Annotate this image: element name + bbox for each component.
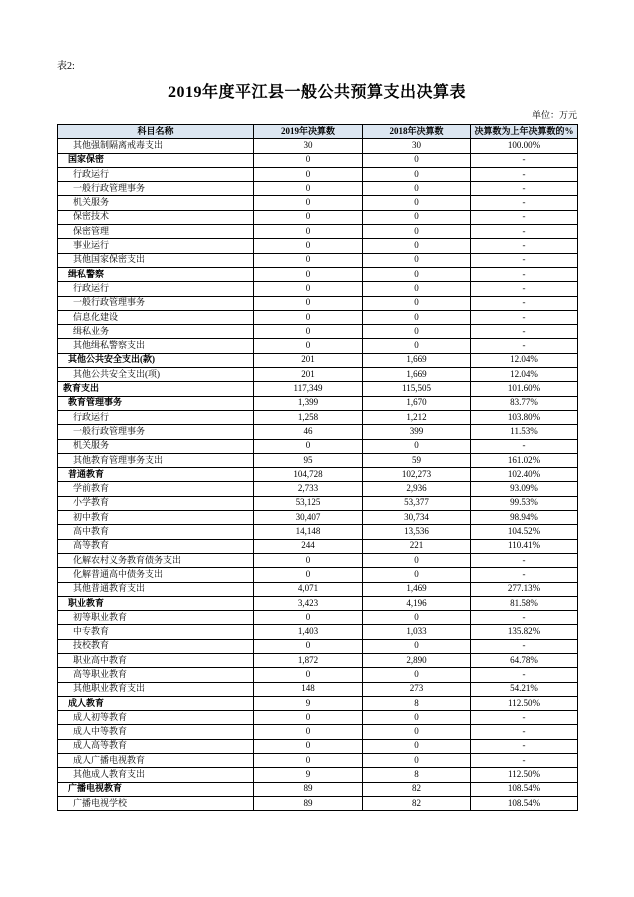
subject-name-cell: 高中教育 <box>58 525 254 539</box>
table-row <box>58 282 578 296</box>
value-2018-cell: 221 <box>363 539 471 553</box>
subject-name-cell: 初中教育 <box>58 511 254 525</box>
value-2018-cell: 0 <box>363 711 471 725</box>
table-row <box>58 511 578 525</box>
value-2019-cell: 0 <box>254 739 363 753</box>
table-row <box>58 167 578 181</box>
subject-name-cell: 其他公共安全支出(项) <box>58 368 254 382</box>
table-row <box>58 725 578 739</box>
pct-of-prev-year-cell: - <box>471 339 578 353</box>
pct-of-prev-year-cell: 112.50% <box>471 696 578 710</box>
subject-name-cell: 信息化建设 <box>58 310 254 324</box>
pct-of-prev-year-cell: 81.58% <box>471 596 578 610</box>
value-2019-cell: 1,258 <box>254 410 363 424</box>
table-row <box>58 325 578 339</box>
value-2019-cell: 117,349 <box>254 382 363 396</box>
subject-name-cell: 成人教育 <box>58 696 254 710</box>
value-2019-cell: 9 <box>254 696 363 710</box>
value-2019-cell: 0 <box>254 267 363 281</box>
pct-of-prev-year-cell: - <box>471 310 578 324</box>
value-2019-cell: 46 <box>254 425 363 439</box>
value-2019-cell: 0 <box>254 239 363 253</box>
subject-name-cell: 事业运行 <box>58 239 254 253</box>
pct-of-prev-year-cell: - <box>471 296 578 310</box>
value-2019-cell: 0 <box>254 611 363 625</box>
subject-name-cell: 行政运行 <box>58 410 254 424</box>
table-row <box>58 496 578 510</box>
value-2019-cell: 0 <box>254 153 363 167</box>
value-2018-cell: 82 <box>363 796 471 810</box>
subject-name-cell: 普通教育 <box>58 468 254 482</box>
value-2018-cell: 0 <box>363 253 471 267</box>
value-2018-cell: 1,670 <box>363 396 471 410</box>
subject-name-cell: 其他成人教育支出 <box>58 768 254 782</box>
value-2018-cell: 0 <box>363 611 471 625</box>
table-row <box>58 239 578 253</box>
value-2018-cell: 0 <box>363 310 471 324</box>
value-2018-cell: 0 <box>363 754 471 768</box>
table-row <box>58 668 578 682</box>
value-2019-cell: 0 <box>254 754 363 768</box>
value-2019-cell: 0 <box>254 325 363 339</box>
value-2019-cell: 0 <box>254 568 363 582</box>
subject-name-cell: 高等职业教育 <box>58 668 254 682</box>
value-2019-cell: 0 <box>254 225 363 239</box>
table-row <box>58 439 578 453</box>
pct-of-prev-year-cell: 98.94% <box>471 511 578 525</box>
pct-of-prev-year-cell: - <box>471 754 578 768</box>
subject-name-cell: 其他国家保密支出 <box>58 253 254 267</box>
pct-of-prev-year-cell: 11.53% <box>471 425 578 439</box>
table-row <box>58 711 578 725</box>
value-2019-cell: 0 <box>254 253 363 267</box>
value-2018-cell: 0 <box>363 282 471 296</box>
value-2019-cell: 89 <box>254 796 363 810</box>
pct-of-prev-year-cell: 102.40% <box>471 468 578 482</box>
value-2019-cell: 0 <box>254 553 363 567</box>
value-2018-cell: 59 <box>363 453 471 467</box>
table-row <box>58 768 578 782</box>
value-2018-cell: 102,273 <box>363 468 471 482</box>
value-2019-cell: 14,148 <box>254 525 363 539</box>
table-row <box>58 653 578 667</box>
table-number-label: 表2: <box>57 61 75 72</box>
table-row <box>58 196 578 210</box>
subject-name-cell: 成人高等教育 <box>58 739 254 753</box>
value-2018-cell: 8 <box>363 696 471 710</box>
subject-name-cell: 技校教育 <box>58 639 254 653</box>
subject-name-cell: 成人广播电视教育 <box>58 754 254 768</box>
value-2019-cell: 4,071 <box>254 582 363 596</box>
table-row <box>58 368 578 382</box>
table-row <box>58 611 578 625</box>
value-2018-cell: 8 <box>363 768 471 782</box>
pct-of-prev-year-cell: - <box>471 553 578 567</box>
subject-name-cell: 小学教育 <box>58 496 254 510</box>
pct-of-prev-year-cell: 108.54% <box>471 796 578 810</box>
value-2018-cell: 1,469 <box>363 582 471 596</box>
subject-name-cell: 保密管理 <box>58 225 254 239</box>
pct-of-prev-year-cell: 83.77% <box>471 396 578 410</box>
table-row <box>58 453 578 467</box>
table-row <box>58 582 578 596</box>
value-2019-cell: 3,423 <box>254 596 363 610</box>
value-2019-cell: 0 <box>254 310 363 324</box>
pct-of-prev-year-cell: 135.82% <box>471 625 578 639</box>
value-2018-cell: 399 <box>363 425 471 439</box>
pct-of-prev-year-cell: 99.53% <box>471 496 578 510</box>
value-2019-cell: 9 <box>254 768 363 782</box>
table-row <box>58 296 578 310</box>
subject-name-cell: 其他公共安全支出(款) <box>58 353 254 367</box>
value-2018-cell: 0 <box>363 167 471 181</box>
table-row <box>58 396 578 410</box>
budget-table <box>57 124 578 811</box>
subject-name-cell: 机关服务 <box>58 196 254 210</box>
table-row <box>58 153 578 167</box>
table-row <box>58 382 578 396</box>
header-pct-of-prev-year: 决算数为上年决算数的% <box>471 125 578 139</box>
value-2018-cell: 0 <box>363 439 471 453</box>
value-2019-cell: 53,125 <box>254 496 363 510</box>
subject-name-cell: 保密技术 <box>58 210 254 224</box>
value-2019-cell: 0 <box>254 210 363 224</box>
subject-name-cell: 化解农村义务教育债务支出 <box>58 553 254 567</box>
value-2019-cell: 2,733 <box>254 482 363 496</box>
table-row <box>58 596 578 610</box>
pct-of-prev-year-cell: 101.60% <box>471 382 578 396</box>
value-2018-cell: 53,377 <box>363 496 471 510</box>
table-row <box>58 482 578 496</box>
subject-name-cell: 初等职业教育 <box>58 611 254 625</box>
pct-of-prev-year-cell: - <box>471 182 578 196</box>
value-2019-cell: 89 <box>254 782 363 796</box>
value-2018-cell: 2,936 <box>363 482 471 496</box>
value-2019-cell: 95 <box>254 453 363 467</box>
value-2019-cell: 30,407 <box>254 511 363 525</box>
pct-of-prev-year-cell: 12.04% <box>471 368 578 382</box>
value-2019-cell: 0 <box>254 182 363 196</box>
value-2018-cell: 0 <box>363 339 471 353</box>
value-2019-cell: 201 <box>254 368 363 382</box>
table-row <box>58 525 578 539</box>
table-row <box>58 339 578 353</box>
pct-of-prev-year-cell: - <box>471 239 578 253</box>
value-2019-cell: 1,399 <box>254 396 363 410</box>
pct-of-prev-year-cell: 54.21% <box>471 682 578 696</box>
value-2018-cell: 1,669 <box>363 353 471 367</box>
value-2018-cell: 1,033 <box>363 625 471 639</box>
pct-of-prev-year-cell: - <box>471 267 578 281</box>
subject-name-cell: 缉私警察 <box>58 267 254 281</box>
value-2018-cell: 0 <box>363 296 471 310</box>
table-row <box>58 739 578 753</box>
value-2019-cell: 0 <box>254 711 363 725</box>
value-2018-cell: 0 <box>363 267 471 281</box>
table-row <box>58 682 578 696</box>
value-2019-cell: 0 <box>254 282 363 296</box>
pct-of-prev-year-cell: - <box>471 611 578 625</box>
table-row <box>58 410 578 424</box>
subject-name-cell: 国家保密 <box>58 153 254 167</box>
pct-of-prev-year-cell: - <box>471 568 578 582</box>
value-2019-cell: 0 <box>254 339 363 353</box>
value-2019-cell: 0 <box>254 296 363 310</box>
value-2018-cell: 273 <box>363 682 471 696</box>
pct-of-prev-year-cell: 161.02% <box>471 453 578 467</box>
pct-of-prev-year-cell: 103.80% <box>471 410 578 424</box>
value-2018-cell: 1,212 <box>363 410 471 424</box>
subject-name-cell: 一般行政管理事务 <box>58 425 254 439</box>
subject-name-cell: 广播电视教育 <box>58 782 254 796</box>
pct-of-prev-year-cell: 277.13% <box>471 582 578 596</box>
value-2018-cell: 0 <box>363 325 471 339</box>
pct-of-prev-year-cell: 108.54% <box>471 782 578 796</box>
pct-of-prev-year-cell: 93.09% <box>471 482 578 496</box>
subject-name-cell: 机关服务 <box>58 439 254 453</box>
pct-of-prev-year-cell: - <box>471 325 578 339</box>
table-row <box>58 539 578 553</box>
value-2019-cell: 0 <box>254 639 363 653</box>
pct-of-prev-year-cell: - <box>471 639 578 653</box>
pct-of-prev-year-cell: - <box>471 739 578 753</box>
subject-name-cell: 其他教育管理事务支出 <box>58 453 254 467</box>
table-row <box>58 225 578 239</box>
header-subject-name: 科目名称 <box>58 125 254 139</box>
value-2018-cell: 0 <box>363 239 471 253</box>
table-row <box>58 182 578 196</box>
pct-of-prev-year-cell: 100.00% <box>471 139 578 153</box>
value-2019-cell: 0 <box>254 167 363 181</box>
pct-of-prev-year-cell: - <box>471 439 578 453</box>
subject-name-cell: 行政运行 <box>58 282 254 296</box>
unit-note: 单位：万元 <box>531 110 577 120</box>
table-row <box>58 310 578 324</box>
value-2018-cell: 4,196 <box>363 596 471 610</box>
value-2018-cell: 30 <box>363 139 471 153</box>
subject-name-cell: 一般行政管理事务 <box>58 182 254 196</box>
pct-of-prev-year-cell: - <box>471 210 578 224</box>
subject-name-cell: 教育管理事务 <box>58 396 254 410</box>
table-row <box>58 782 578 796</box>
value-2019-cell: 244 <box>254 539 363 553</box>
pct-of-prev-year-cell: 104.52% <box>471 525 578 539</box>
value-2019-cell: 148 <box>254 682 363 696</box>
pct-of-prev-year-cell: - <box>471 196 578 210</box>
value-2018-cell: 0 <box>363 210 471 224</box>
subject-name-cell: 其他职业教育支出 <box>58 682 254 696</box>
table-row <box>58 568 578 582</box>
header-2019-final: 2019年决算数 <box>254 125 363 139</box>
table-row <box>58 253 578 267</box>
value-2019-cell: 104,728 <box>254 468 363 482</box>
pct-of-prev-year-cell: - <box>471 725 578 739</box>
value-2018-cell: 0 <box>363 739 471 753</box>
value-2019-cell: 0 <box>254 668 363 682</box>
value-2019-cell: 1,403 <box>254 625 363 639</box>
subject-name-cell: 高等教育 <box>58 539 254 553</box>
pct-of-prev-year-cell: 64.78% <box>471 653 578 667</box>
value-2019-cell: 0 <box>254 196 363 210</box>
pct-of-prev-year-cell: - <box>471 282 578 296</box>
subject-name-cell: 成人初等教育 <box>58 711 254 725</box>
table-row <box>58 210 578 224</box>
value-2018-cell: 0 <box>363 553 471 567</box>
subject-name-cell: 职业高中教育 <box>58 653 254 667</box>
value-2019-cell: 1,872 <box>254 653 363 667</box>
subject-name-cell: 一般行政管理事务 <box>58 296 254 310</box>
table-row <box>58 267 578 281</box>
value-2019-cell: 201 <box>254 353 363 367</box>
value-2018-cell: 0 <box>363 668 471 682</box>
subject-name-cell: 其他缉私警察支出 <box>58 339 254 353</box>
subject-name-cell: 学前教育 <box>58 482 254 496</box>
subject-name-cell: 成人中等教育 <box>58 725 254 739</box>
subject-name-cell: 缉私业务 <box>58 325 254 339</box>
table-row <box>58 754 578 768</box>
subject-name-cell: 化解普通高中债务支出 <box>58 568 254 582</box>
subject-name-cell: 教育支出 <box>58 382 254 396</box>
table-row <box>58 353 578 367</box>
table-row <box>58 625 578 639</box>
table-header-row <box>58 125 578 139</box>
table-row <box>58 468 578 482</box>
value-2019-cell: 30 <box>254 139 363 153</box>
value-2018-cell: 30,734 <box>363 511 471 525</box>
value-2018-cell: 0 <box>363 639 471 653</box>
pct-of-prev-year-cell: - <box>471 253 578 267</box>
table-row <box>58 139 578 153</box>
subject-name-cell: 行政运行 <box>58 167 254 181</box>
table-row <box>58 553 578 567</box>
value-2018-cell: 2,890 <box>363 653 471 667</box>
pct-of-prev-year-cell: 110.41% <box>471 539 578 553</box>
subject-name-cell: 其他强制隔离戒毒支出 <box>58 139 254 153</box>
header-2018-final: 2018年决算数 <box>363 125 471 139</box>
value-2018-cell: 0 <box>363 725 471 739</box>
value-2019-cell: 0 <box>254 439 363 453</box>
value-2018-cell: 0 <box>363 225 471 239</box>
table-body <box>58 139 578 811</box>
value-2018-cell: 82 <box>363 782 471 796</box>
pct-of-prev-year-cell: - <box>471 167 578 181</box>
pct-of-prev-year-cell: 112.50% <box>471 768 578 782</box>
value-2018-cell: 13,536 <box>363 525 471 539</box>
subject-name-cell: 职业教育 <box>58 596 254 610</box>
table-row <box>58 425 578 439</box>
page-title: 2019年度平江县一般公共预算支出决算表 <box>167 84 466 101</box>
table-row <box>58 796 578 810</box>
value-2018-cell: 0 <box>363 182 471 196</box>
pct-of-prev-year-cell: 12.04% <box>471 353 578 367</box>
subject-name-cell: 中专教育 <box>58 625 254 639</box>
value-2018-cell: 0 <box>363 153 471 167</box>
value-2018-cell: 1,669 <box>363 368 471 382</box>
pct-of-prev-year-cell: - <box>471 668 578 682</box>
value-2018-cell: 0 <box>363 568 471 582</box>
pct-of-prev-year-cell: - <box>471 711 578 725</box>
value-2019-cell: 0 <box>254 725 363 739</box>
subject-name-cell: 广播电视学校 <box>58 796 254 810</box>
pct-of-prev-year-cell: - <box>471 225 578 239</box>
table-row <box>58 639 578 653</box>
value-2018-cell: 0 <box>363 196 471 210</box>
subject-name-cell: 其他普通教育支出 <box>58 582 254 596</box>
pct-of-prev-year-cell: - <box>471 153 578 167</box>
table-row <box>58 696 578 710</box>
value-2018-cell: 115,505 <box>363 382 471 396</box>
